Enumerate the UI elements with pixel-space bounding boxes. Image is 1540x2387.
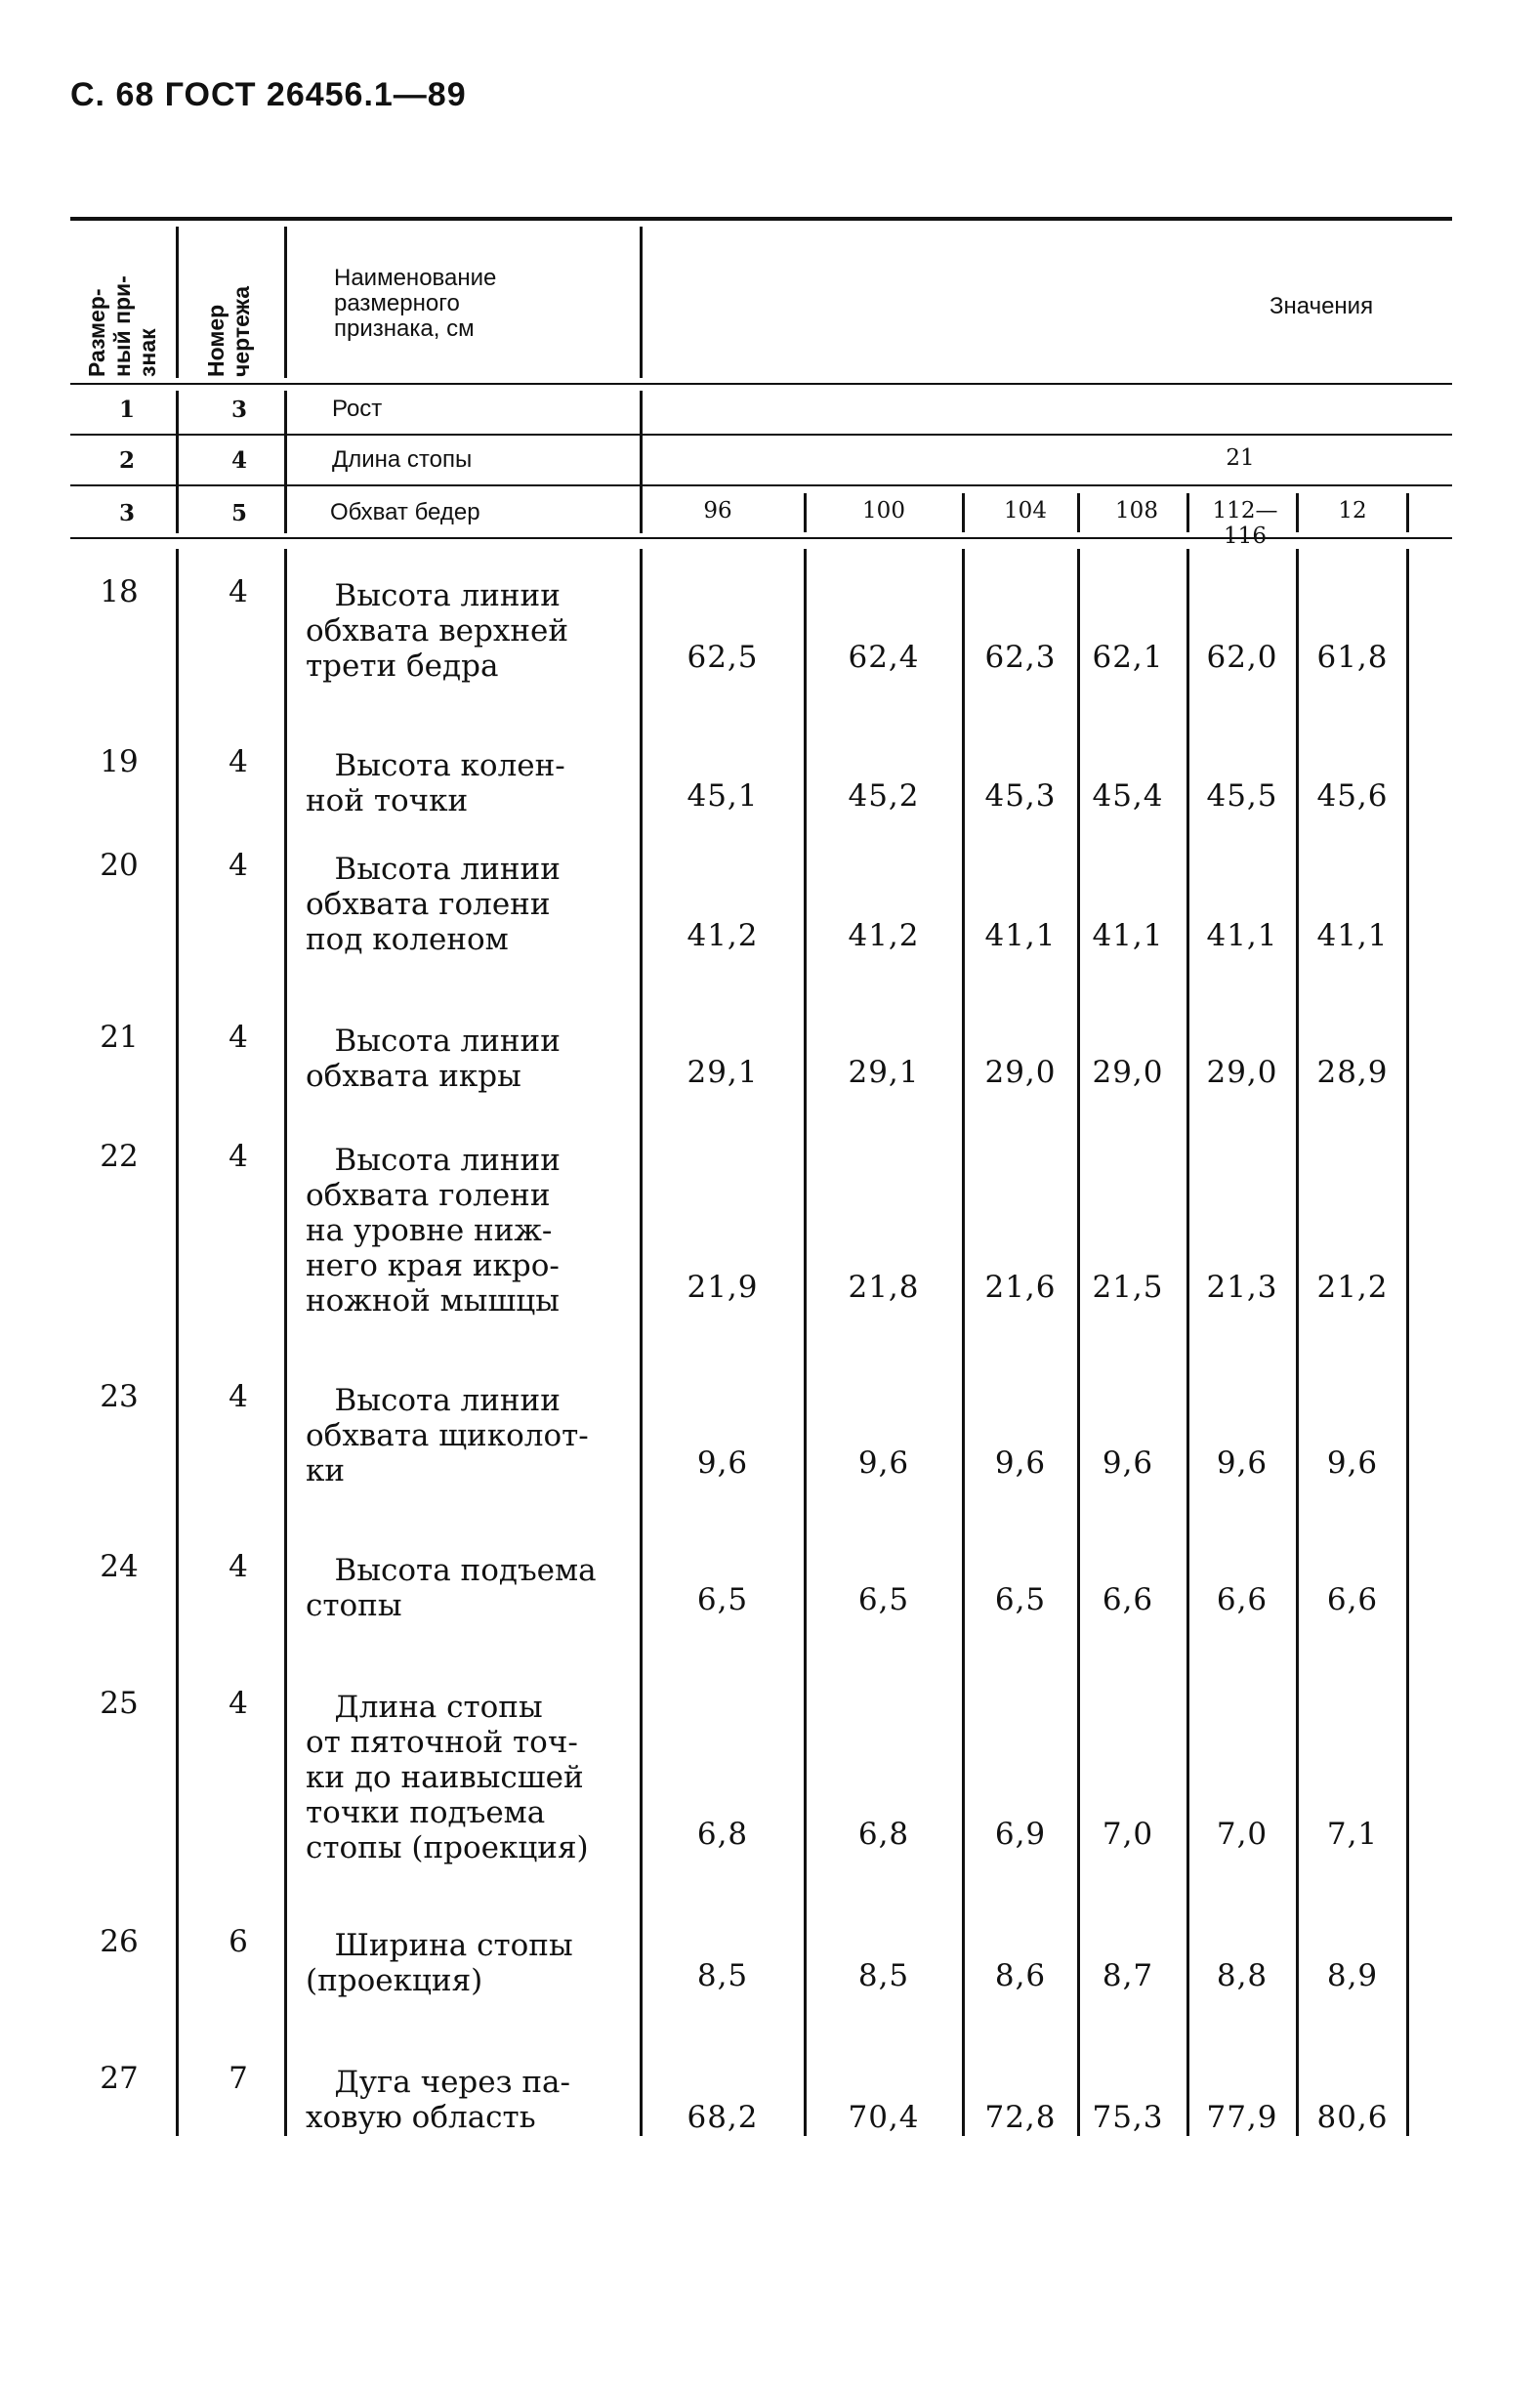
param-row-2-num: 2	[118, 447, 135, 474]
row-drawing-number: 4	[229, 744, 248, 779]
row-drawing-number: 4	[229, 1139, 248, 1174]
row-value: 21,2	[1316, 1270, 1389, 1305]
row-value: 21,8	[848, 1270, 920, 1305]
param-row-1-name: Рост	[332, 396, 383, 422]
small-rows-divider-3	[640, 391, 643, 533]
girth-col-6: 12	[1338, 498, 1367, 523]
small-rows-divider-1	[176, 391, 179, 533]
body-divider-1	[176, 549, 179, 2136]
row-value: 45,6	[1316, 778, 1389, 814]
row-number: 21	[100, 1020, 139, 1055]
row-value: 41,2	[848, 918, 920, 953]
param-row-1-num: 1	[118, 397, 135, 423]
table-top-rule	[70, 217, 1452, 221]
girth-col-2: 100	[862, 498, 905, 523]
row-value: 72,8	[984, 2100, 1057, 2135]
row-drawing-number: 4	[229, 1686, 248, 1721]
row-sign-name: Высота линии обхвата щиколот- ки	[306, 1383, 589, 1488]
row-sign-name: Высота линии обхвата верхней трети бедра	[306, 578, 569, 684]
row-number: 18	[100, 574, 139, 609]
row-number: 27	[100, 2061, 139, 2096]
row1-bottom-rule	[70, 434, 1452, 436]
row-value: 62,4	[848, 640, 920, 675]
row-value: 45,5	[1206, 778, 1278, 814]
row3-divider-4	[804, 493, 807, 532]
header-bottom-rule	[70, 383, 1452, 385]
row3-divider-6	[1077, 493, 1080, 532]
row-value: 41,1	[1316, 918, 1389, 953]
row-number: 25	[100, 1686, 139, 1721]
row-drawing-number: 4	[229, 574, 248, 609]
row-number: 24	[100, 1549, 139, 1584]
row-value: 8,5	[696, 1958, 749, 1993]
param-row-3-name: Обхват бедер	[330, 499, 480, 525]
row3-divider-7	[1186, 493, 1189, 532]
row-value: 21,5	[1092, 1270, 1164, 1305]
row-value: 21,3	[1206, 1270, 1278, 1305]
row-value: 6,5	[994, 1582, 1047, 1617]
row-sign-name: Высота колен- ной точки	[306, 748, 565, 818]
row3-divider-5	[962, 493, 965, 532]
row-value: 41,1	[1092, 918, 1164, 953]
row-value: 9,6	[1326, 1445, 1379, 1481]
row3-divider-9	[1406, 493, 1409, 532]
row-drawing-number: 4	[229, 1020, 248, 1055]
row-value: 41,1	[1206, 918, 1278, 953]
body-divider-3	[640, 549, 643, 2136]
row-number: 19	[100, 744, 139, 779]
row-value: 77,9	[1206, 2100, 1278, 2135]
row-value: 8,8	[1216, 1958, 1269, 1993]
header-divider-3	[640, 227, 643, 378]
row-value: 8,5	[857, 1958, 910, 1993]
row-sign-name: Высота линии обхвата голени на уровне ниж- него края икро- ножной мышцы	[306, 1143, 561, 1319]
row-value: 62,3	[984, 640, 1057, 675]
row-number: 26	[100, 1924, 139, 1959]
row-value: 7,0	[1216, 1817, 1269, 1852]
header-drawing-number: Номер чертежа	[203, 285, 254, 377]
row-value: 29,0	[1092, 1055, 1164, 1090]
row-value: 29,1	[687, 1055, 759, 1090]
param-row-2-name: Длина стопы	[332, 446, 473, 473]
row-value: 29,0	[984, 1055, 1057, 1090]
row-value: 7,1	[1326, 1817, 1379, 1852]
row-value: 6,5	[696, 1582, 749, 1617]
row-value: 9,6	[696, 1445, 749, 1481]
row-number: 22	[100, 1139, 139, 1174]
row-value: 62,1	[1092, 640, 1164, 675]
row-value: 61,8	[1316, 640, 1389, 675]
body-divider-2	[284, 549, 287, 2136]
row-sign-name: Высота линии обхвата икры	[306, 1024, 561, 1094]
row-number: 23	[100, 1379, 139, 1414]
header-sign-name: Наименование размерного признака, см	[334, 265, 497, 342]
row-sign-name: Высота линии обхвата голени под коленом	[306, 852, 561, 957]
body-divider-4	[804, 549, 807, 2136]
row-sign-name: Ширина стопы (проекция)	[306, 1928, 573, 1998]
row-value: 6,9	[994, 1817, 1047, 1852]
row-sign-name: Дуга через па- ховую область	[306, 2065, 570, 2135]
row-value: 45,2	[848, 778, 920, 814]
row-value: 6,6	[1326, 1582, 1379, 1617]
row-value: 29,0	[1206, 1055, 1278, 1090]
param-row-2-drawing: 4	[230, 447, 247, 474]
param-row-3-num: 3	[118, 500, 135, 526]
row-drawing-number: 4	[229, 848, 248, 883]
row-value: 8,6	[994, 1958, 1047, 1993]
row-value: 9,6	[1216, 1445, 1269, 1481]
row2-bottom-rule	[70, 484, 1452, 486]
row-value: 45,4	[1092, 778, 1164, 814]
row-value: 6,8	[696, 1817, 749, 1852]
row-value: 45,3	[984, 778, 1057, 814]
row-sign-name: Длина стопы от пяточной точ- ки до наивысшей точки подъема стопы (проекция)	[306, 1690, 589, 1865]
row-value: 62,0	[1206, 640, 1278, 675]
row-value: 8,7	[1102, 1958, 1154, 1993]
row-number: 20	[100, 848, 139, 883]
row-drawing-number: 4	[229, 1379, 248, 1414]
row-value: 6,8	[857, 1817, 910, 1852]
row-value: 75,3	[1092, 2100, 1164, 2135]
row-drawing-number: 6	[229, 1924, 248, 1959]
param-row-2-value: 21	[1226, 445, 1255, 471]
row-sign-name: Высота подъема стопы	[306, 1553, 597, 1623]
row-value: 8,9	[1326, 1958, 1379, 1993]
row-value: 21,6	[984, 1270, 1057, 1305]
row-value: 62,5	[687, 640, 759, 675]
row-value: 21,9	[687, 1270, 759, 1305]
row-value: 41,1	[984, 918, 1057, 953]
row-drawing-number: 7	[229, 2061, 248, 2096]
row-value: 29,1	[848, 1055, 920, 1090]
header-divider-2	[284, 227, 287, 378]
header-sign-number: Размер- ный при- знак	[84, 275, 160, 377]
girth-col-3: 104	[1004, 498, 1047, 523]
row-value: 45,1	[687, 778, 759, 814]
girth-col-1: 96	[703, 498, 732, 523]
param-row-3-drawing: 5	[230, 500, 247, 526]
param-row-1-drawing: 3	[230, 397, 247, 423]
row-value: 28,9	[1316, 1055, 1389, 1090]
girth-col-4: 108	[1115, 498, 1158, 523]
girth-col-5: 112—116	[1212, 498, 1278, 549]
row-value: 68,2	[687, 2100, 759, 2135]
row-value: 7,0	[1102, 1817, 1154, 1852]
header-values: Значения	[1269, 293, 1374, 319]
page-header: С. 68 ГОСТ 26456.1—89	[70, 76, 467, 113]
header-divider-1	[176, 227, 179, 378]
row-value: 6,6	[1102, 1582, 1154, 1617]
row-value: 9,6	[857, 1445, 910, 1481]
small-rows-divider-2	[284, 391, 287, 533]
row-value: 9,6	[1102, 1445, 1154, 1481]
row-value: 70,4	[848, 2100, 920, 2135]
row-drawing-number: 4	[229, 1549, 248, 1584]
row-value: 9,6	[994, 1445, 1047, 1481]
row-value: 6,5	[857, 1582, 910, 1617]
row-value: 41,2	[687, 918, 759, 953]
row-value: 80,6	[1316, 2100, 1389, 2135]
row-value: 6,6	[1216, 1582, 1269, 1617]
